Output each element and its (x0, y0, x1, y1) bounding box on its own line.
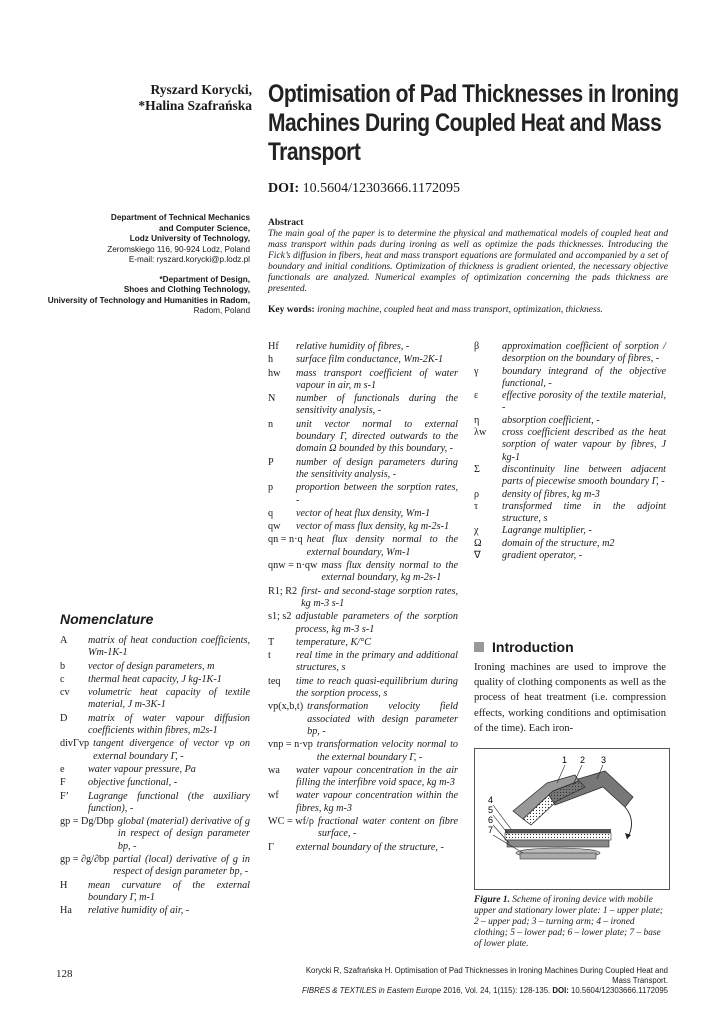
nomenclature-definition: transformation velocity normal to the external boundary Γ, - (316, 739, 458, 763)
nomenclature-symbol: γ (474, 365, 479, 377)
nomenclature-symbol: τ (474, 500, 479, 512)
nomenclature-symbol: F (60, 777, 66, 789)
lower-pad (505, 833, 611, 840)
affiliations (40, 213, 250, 317)
nomenclature-symbol: Ω (474, 537, 482, 549)
nomenclature-entry (268, 586, 458, 611)
nomenclature-symbol: hw (268, 367, 281, 379)
nomenclature-definition: vector of design parameters, m (88, 660, 215, 672)
footer-line-1: Korycki R, Szafrańska H. Optimisation of Pad Thicknesses in Ironing Machines During Coupled Heat and Mass Transport. (305, 966, 668, 985)
nomenclature-entry (60, 764, 250, 776)
lower-plate (507, 840, 609, 847)
nomenclature-symbol: ρ (474, 488, 480, 500)
nomenclature-definition: water vapour pressure, Pa (88, 763, 196, 775)
nomenclature-entry (268, 508, 458, 520)
nomenclature-symbol: n (268, 418, 274, 430)
nomenclature-entry (474, 525, 666, 537)
nomenclature-entry (60, 791, 250, 816)
nomenclature-definition: matrix of heat conduction coefficients, Wm-1K-1 (88, 635, 250, 659)
nomenclature-entry (474, 427, 666, 464)
nomenclature-definition: relative humidity of air, - (88, 905, 190, 917)
affil1-email: E-mail: ryszard.korycki@p.lodz.pl (128, 255, 250, 264)
footer-doi: 10.5604/12303666.1172095 (571, 986, 668, 995)
nomenclature-symbol: Σ (474, 463, 480, 475)
nomenclature-entry (268, 611, 458, 636)
author-2: *Halina Szafrańska (138, 98, 252, 113)
label-6: 6 (488, 815, 494, 825)
nomenclature-definition: surface film conductance, Wm-2K-1 (296, 354, 444, 366)
nomenclature-definition: tangent divergence of vector vp on external boundary Γ, - (93, 738, 250, 762)
nomenclature-entry (268, 341, 458, 353)
nomenclature-definition: relative humidity of fibres, - (296, 341, 410, 352)
footer-journal: FIBRES & TEXTILES in Eastern Europe (301, 986, 442, 995)
nomenclature-entry (60, 816, 250, 853)
authors (100, 82, 252, 114)
nomenclature-definition: real time in the primary and additional structures, s (296, 650, 458, 674)
nomenclature-definition: time to reach quasi-equilibrium during the sorption process, s (296, 675, 458, 700)
nomenclature-definition: domain of the structure, m2 (502, 537, 615, 549)
introduction-heading (474, 639, 574, 655)
nomenclature-column-3 (474, 341, 666, 562)
nomenclature-entry (474, 366, 666, 391)
nomenclature-symbol: e (60, 763, 65, 775)
nomenclature-entry (268, 482, 458, 507)
nomenclature-definition: cross coefficient described as the heat sorption of water vapour by fibres, J kg-1 (502, 427, 666, 463)
doi-label: DOI: (268, 181, 300, 196)
nomenclature-symbol: ε (474, 390, 479, 402)
nomenclature-definition: proportion between the sorption rates, - (296, 482, 458, 506)
nomenclature-definition: vector of mass flux density, kg m-2s-1 (296, 521, 450, 533)
nomenclature-definition: approximation coefficient of sorption / desorption on the boundary of fibres, - (502, 341, 666, 365)
nomenclature-definition: vector of heat flux density, Wm-1 (296, 507, 431, 519)
nomenclature-symbol: divΓvp (60, 738, 90, 750)
nomenclature-entry (474, 390, 666, 415)
nomenclature-definition: effective porosity of the textile material, - (502, 390, 666, 414)
page-number: 128 (56, 968, 73, 980)
nomenclature-symbol: H (60, 879, 68, 891)
introduction-heading-text: Introduction (492, 639, 574, 655)
nomenclature-entry (60, 635, 250, 660)
nomenclature-title: Nomenclature (60, 611, 154, 627)
nomenclature-entry (474, 464, 666, 489)
nomenclature-symbol: Ha (60, 905, 72, 917)
nomenclature-symbol: R1; R2 (268, 585, 298, 597)
nomenclature-symbol: qw (268, 521, 281, 533)
nomenclature-entry (60, 777, 250, 789)
nomenclature-entry (268, 842, 458, 854)
nomenclature-entry (474, 341, 666, 366)
nomenclature-symbol: cv (60, 687, 70, 699)
nomenclature-symbol: β (474, 341, 480, 352)
figure-caption-text: Scheme of ironing device with mobile upper and stationary lower plate: 1 – upper plate; 2 – upper pad; 3 – turning arm; 4 – ironed clothing; 5 – lower pad; 6 – lower plate; 7 – base of lower plate. (474, 895, 664, 949)
nomenclature-entry (60, 713, 250, 738)
nomenclature-definition: fractional water content on fibre surface, - (317, 815, 458, 840)
nomenclature-symbol: F’ (60, 790, 70, 802)
nomenclature-entry (268, 637, 458, 649)
nomenclature-definition: global (material) derivative of g in respect of design parameter bp, - (117, 816, 250, 852)
nomenclature-definition: temperature, K/°C (296, 636, 372, 648)
nomenclature-symbol: wf (268, 790, 279, 802)
nomenclature-definition: adjustable parameters of the sorption process, kg m-3 s-1 (295, 611, 458, 635)
introduction-text: Ironing machines are used to improve the quality of clothing components as well as the process of heat treatment (i.e. compression effects, working conditions and optimisation of the time). Each iron- (474, 662, 666, 734)
nomenclature-symbol: WC = wf/ρ (268, 815, 314, 827)
figure-caption (474, 895, 668, 950)
nomenclature-symbol: q (268, 507, 274, 519)
affil1-line3: Lodz University of Technology, (129, 234, 250, 243)
nomenclature-entry (474, 415, 666, 427)
footer-citation (300, 966, 668, 996)
nomenclature-definition: unit vector normal to external boundary Γ, directed outwards to the domain Ω bounded by this boundary, - (296, 418, 458, 455)
nomenclature-definition: objective functional, - (88, 777, 178, 789)
nomenclature-column-2 (268, 341, 458, 855)
nomenclature-definition: thermal heat capacity, J kg-1K-1 (88, 673, 222, 685)
nomenclature-definition: volumetric heat capacity of textile material, J m-3K-1 (88, 687, 250, 711)
nomenclature-symbol: b (60, 660, 66, 672)
nomenclature-symbol: s1; s2 (268, 611, 292, 623)
nomenclature-symbol: N (268, 393, 276, 405)
nomenclature-symbol: D (60, 712, 68, 724)
paper-title: Optimisation of Pad Thicknesses in Ironing Machines During Coupled Heat and Mass Transport (268, 80, 679, 166)
abstract-text: The main goal of the paper is to determine the physical and mathematical models of coupled heat and mass transport within pads during ironing as well as optimize the pads thicknesses. Introducing the Fick’s diffusion in fibers, heat and mass transport equations are formulated and accompanied by a set of boundary and initial conditions. Optimization of thickness is gradient oriented, the necessary objective functionals are analyzed. Numerical examples of optimization concerning the pads thickness are presented. (268, 229, 668, 294)
nomenclature-definition: transformation velocity field associated with design parameter bp, - (307, 701, 458, 737)
nomenclature-entry (60, 880, 250, 905)
label-1: 1 (562, 755, 568, 765)
nomenclature-definition: gradient operator, - (502, 550, 583, 562)
nomenclature-definition: transformed time in the adjoint structure, s (502, 500, 666, 525)
nomenclature-entry (268, 765, 458, 790)
nomenclature-definition: matrix of water vapour diffusion coefficients within fibres, m2s-1 (88, 712, 250, 737)
affil1-line1: Department of Technical Mechanics (110, 213, 250, 222)
nomenclature-entry (474, 550, 666, 562)
nomenclature-entry (268, 701, 458, 738)
nomenclature-entry (474, 501, 666, 526)
label-2: 2 (580, 755, 586, 765)
abstract-heading: Abstract (268, 218, 304, 228)
nomenclature-definition: Lagrange multiplier, - (502, 525, 592, 537)
nomenclature-symbol: gp = ∂g/∂bp (60, 854, 110, 866)
nomenclature-definition: density of fibres, kg m-3 (502, 488, 600, 500)
nomenclature-entry (474, 538, 666, 550)
label-5: 5 (488, 805, 494, 815)
nomenclature-entry (474, 489, 666, 501)
figure-caption-label: Figure 1. (474, 895, 510, 905)
ironed-clothing (505, 829, 611, 833)
nomenclature-symbol: η (474, 414, 480, 426)
nomenclature-entry (268, 521, 458, 533)
nomenclature-definition: number of design parameters during the sensitivity analysis, - (296, 456, 458, 480)
nomenclature-entry (268, 739, 458, 764)
nomenclature-entry (60, 674, 250, 686)
affil1-line2: and Computer Science, (159, 223, 250, 233)
nomenclature-definition: external boundary of the structure, - (296, 841, 444, 853)
nomenclature-definition: number of functionals during the sensitivity analysis, - (296, 393, 458, 417)
nomenclature-entry (268, 419, 458, 456)
ironing-device-diagram (475, 749, 669, 889)
nomenclature-symbol: Γ (268, 841, 274, 853)
nomenclature-entry (60, 738, 250, 763)
nomenclature-definition: heat flux density normal to the external boundary, Wm-1 (306, 534, 458, 558)
nomenclature-symbol: wa (268, 764, 280, 776)
nomenclature-entry (268, 790, 458, 815)
nomenclature-definition: water vapour concentration within the fibres, kg m-3 (296, 790, 458, 814)
nomenclature-entry (268, 393, 458, 418)
nomenclature-symbol: t (268, 650, 271, 662)
nomenclature-entry (60, 687, 250, 712)
nomenclature-entry (268, 650, 458, 675)
label-4: 4 (488, 795, 494, 805)
keywords-label: Key words: (268, 305, 315, 315)
footer-doi-label: DOI: (552, 986, 569, 995)
nomenclature-symbol: h (268, 354, 274, 366)
nomenclature-entry (60, 854, 250, 879)
nomenclature-entry (268, 560, 458, 585)
nomenclature-symbol: qn = n·q (268, 534, 303, 546)
doi (268, 181, 460, 197)
nomenclature-definition: mean curvature of the external boundary Γ, m-1 (88, 879, 250, 903)
nomenclature-entry (60, 905, 250, 917)
keywords-text: ironing machine, coupled heat and mass transport, optimization, thickness. (317, 305, 603, 315)
footer-line-2: 2016, Vol. 24, 1(115): 128-135. (443, 986, 551, 995)
label-3: 3 (601, 755, 607, 765)
nomenclature-definition: mass flux density normal to the external boundary, kg m-2s-1 (321, 560, 458, 584)
affil2-line3: University of Technology and Humanities in Radom, (47, 295, 250, 305)
nomenclature-entry (268, 457, 458, 482)
nomenclature-symbol: vnp = n·vp (268, 739, 313, 751)
nomenclature-entry (268, 368, 458, 393)
nomenclature-symbol: vp(x,b,t) (268, 701, 304, 713)
nomenclature-definition: first- and second-stage sorption rates, kg m-3 s-1 (301, 585, 458, 609)
nomenclature-entry (268, 816, 458, 841)
nomenclature-definition: partial (local) derivative of g in respect of design parameter bp, - (113, 854, 250, 878)
nomenclature-symbol: λw (474, 427, 487, 439)
affil2-line2: Shoes and Clothing Technology, (123, 285, 250, 294)
section-marker-icon (474, 642, 484, 652)
nomenclature-symbol: P (268, 456, 274, 468)
nomenclature-symbol: χ (474, 525, 479, 537)
nomenclature-entry (60, 661, 250, 673)
nomenclature-symbol: c (60, 673, 65, 685)
nomenclature-symbol: ∇ (474, 550, 481, 562)
figure-1 (474, 748, 670, 890)
nomenclature-symbol: T (268, 636, 275, 648)
nomenclature-column-1 (60, 635, 250, 919)
affil1-line4: Zeromskiego 116, 90-924 Lodz, Poland (107, 244, 250, 254)
nomenclature-symbol: qnw = n·qw (268, 560, 318, 572)
nomenclature-symbol: teq (268, 675, 281, 687)
nomenclature-symbol: A (60, 635, 68, 646)
nomenclature-symbol: p (268, 482, 274, 494)
nomenclature-symbol: gp = Dg/Dbp (60, 816, 114, 828)
nomenclature-entry (268, 354, 458, 366)
nomenclature-definition: boundary integrand of the objective functional, - (502, 365, 666, 389)
author-1: Ryszard Korycki, (150, 82, 252, 97)
nomenclature-definition: discontinuity line between adjacent parts of piecewise smooth boundary Γ, - (502, 463, 666, 488)
nomenclature-definition: mass transport coefficient of water vapour in air, m s-1 (296, 367, 458, 391)
nomenclature-entry (268, 676, 458, 701)
nomenclature-definition: absorption coefficient, - (502, 414, 600, 426)
keywords (268, 305, 688, 315)
nomenclature-entry (268, 534, 458, 559)
nomenclature-definition: water vapour concentration in the air filling the interfibre void space, kg m-3 (296, 764, 458, 789)
doi-value: 10.5604/12303666.1172095 (302, 181, 460, 196)
label-7: 7 (488, 825, 494, 835)
nomenclature-symbol: Hf (268, 341, 279, 352)
nomenclature-definition: Lagrange functional (the auxiliary function), - (88, 790, 250, 814)
abstract (268, 218, 668, 295)
affil2-line4: Radom, Poland (193, 306, 250, 315)
affil2-line1: *Department of Design, (159, 274, 250, 284)
